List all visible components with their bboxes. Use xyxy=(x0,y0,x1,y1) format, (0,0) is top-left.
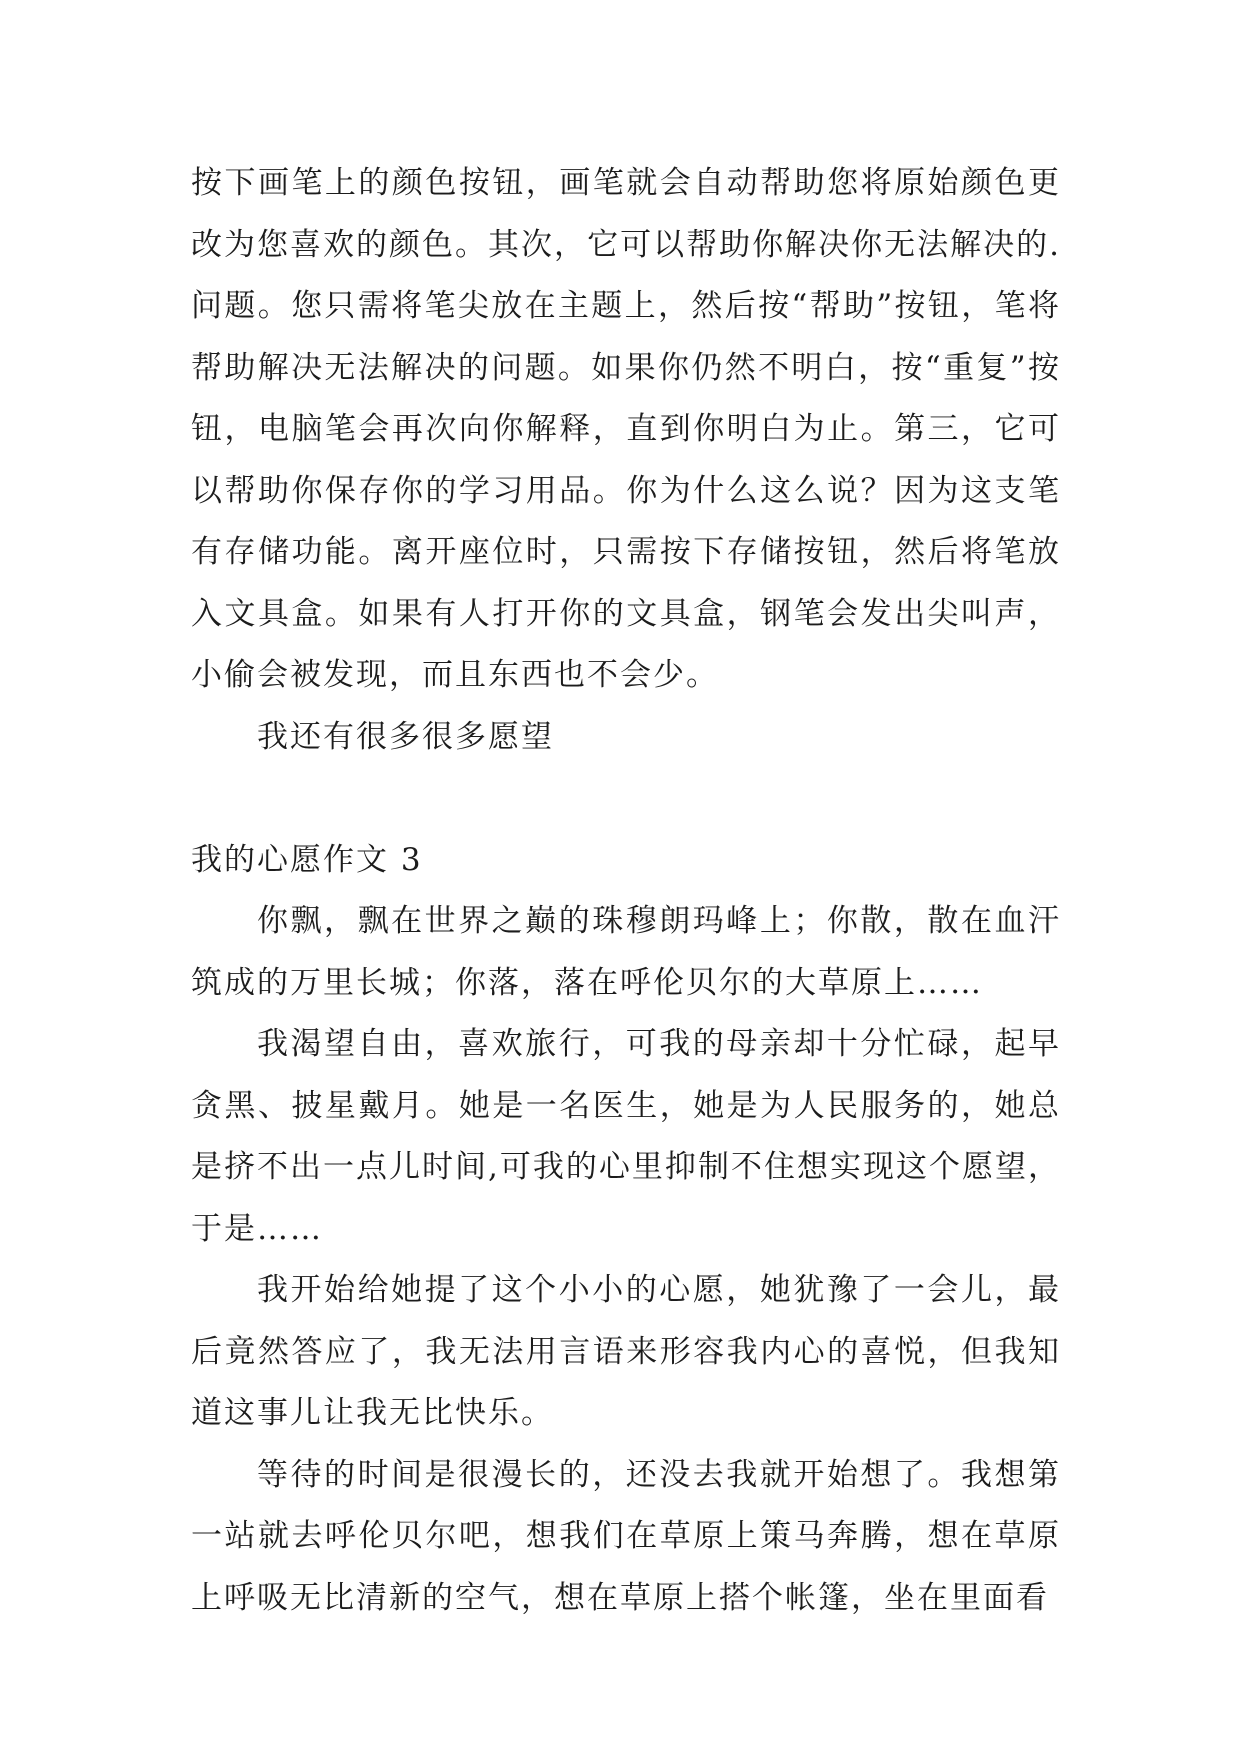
paragraph-freedom: 我渴望自由，喜欢旅行，可我的母亲却十分忙碌，起早贪黑、披星戴月。她是一名医生，她是为人民服务的，她总是挤不出一点儿时间,可我的心里抑制不住想实现这个愿望，于是…… xyxy=(191,1026,1061,1247)
paragraph-waiting: 等待的时间是很漫长的，还没去我就开始想了。我想第一站就去呼伦贝尔吧，想我们在草原上策马奔腾，想在草原上呼吸无比清新的空气，想在草原上搭个帐篷，坐在里面看 xyxy=(191,1456,1061,1616)
paragraph-pen-features: 按下画笔上的颜色按钮，画笔就会自动帮助您将原始颜色更改为您喜欢的颜色。其次，它可以帮助你解决你无法解决的.问题。您只需将笔尖放在主题上，然后按“帮助”按钮，笔将帮助解决无法解决的问题。如果你仍然不明白，按“重复”按钮，电脑笔会再次向你解释，直到你明白为止。第三，它可以帮助你保存你的学习用品。你为什么这么说？因为这支笔有存储功能。离开座位时，只需按下存储按钮，然后将笔放入文具盒。如果有人打开你的文具盒，钢笔会发出尖叫声，小偷会被发现，而且东西也不会少。 xyxy=(191,165,1061,693)
paragraph-wish-request: 我开始给她提了这个小小的心愿，她犹豫了一会儿，最后竟然答应了，我无法用言语来形容我内心的喜悦，但我知道这事儿让我无比快乐。 xyxy=(191,1272,1061,1431)
paragraph-many-wishes: 我还有很多很多愿望 xyxy=(257,718,554,755)
document-body xyxy=(191,153,1061,1629)
paragraph-snow: 你飘，飘在世界之巅的珠穆朗玛峰上；你散，散在血汗筑成的万里长城；你落，落在呼伦贝尔的大草原上…… xyxy=(191,903,1061,1001)
section-title: 我的心愿作文 3 xyxy=(191,841,423,878)
